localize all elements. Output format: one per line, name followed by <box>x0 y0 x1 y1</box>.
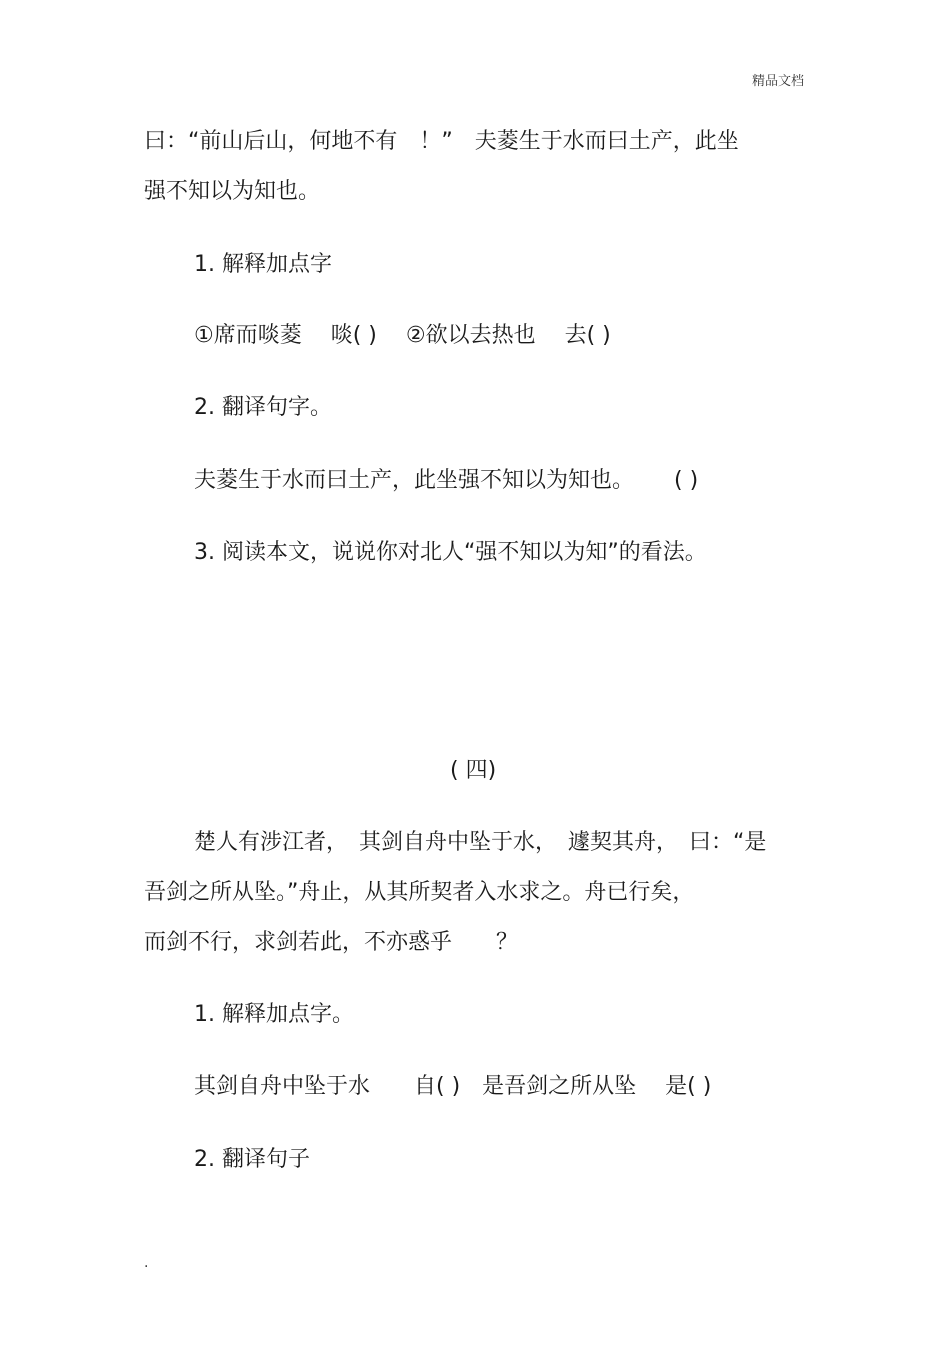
page-header-label: 精品文档 <box>752 74 805 89</box>
question-4-2-title: 2. 翻译句子 <box>194 1147 310 1172</box>
passage-3-line-1: 曰：“前山后山，何地不有 ！” 夫菱生于水而曰土产，此坐 <box>144 129 739 154</box>
question-3-2-sentence: 夫菱生于水而曰土产，此坐强不知以为知也。 ( ) <box>194 468 699 493</box>
passage-4-line-1: 楚人有涉江者， 其剑自舟中坠于水， 遽契其舟， 曰：“是 <box>194 830 767 855</box>
footer-mark: . <box>144 1255 149 1271</box>
question-3-1-items: ①席而啖菱 啖( ) ②欲以去热也 去( ) <box>194 323 611 348</box>
passage-4-line-3: 而剑不行，求剑若此，不亦惑乎 ？ <box>144 930 519 955</box>
question-4-1-items: 其剑自舟中坠于水 自( ) 是吾剑之所从坠 是( ) <box>194 1074 712 1099</box>
passage-3-line-2: 强不知以为知也。 <box>144 179 321 204</box>
question-4-1-title: 1. 解释加点字。 <box>194 1002 354 1027</box>
question-3-1-title: 1. 解释加点字 <box>194 252 332 277</box>
passage-4-line-2: 吾剑之所从坠。”舟止，从其所契者入水求之。舟已行矣， <box>144 880 695 905</box>
question-3-2-title: 2. 翻译句字。 <box>194 395 332 420</box>
section-4-heading: ( 四) <box>450 758 497 783</box>
question-3-3-title: 3. 阅读本文，说说你对北人“强不知以为知”的看法。 <box>194 540 707 565</box>
